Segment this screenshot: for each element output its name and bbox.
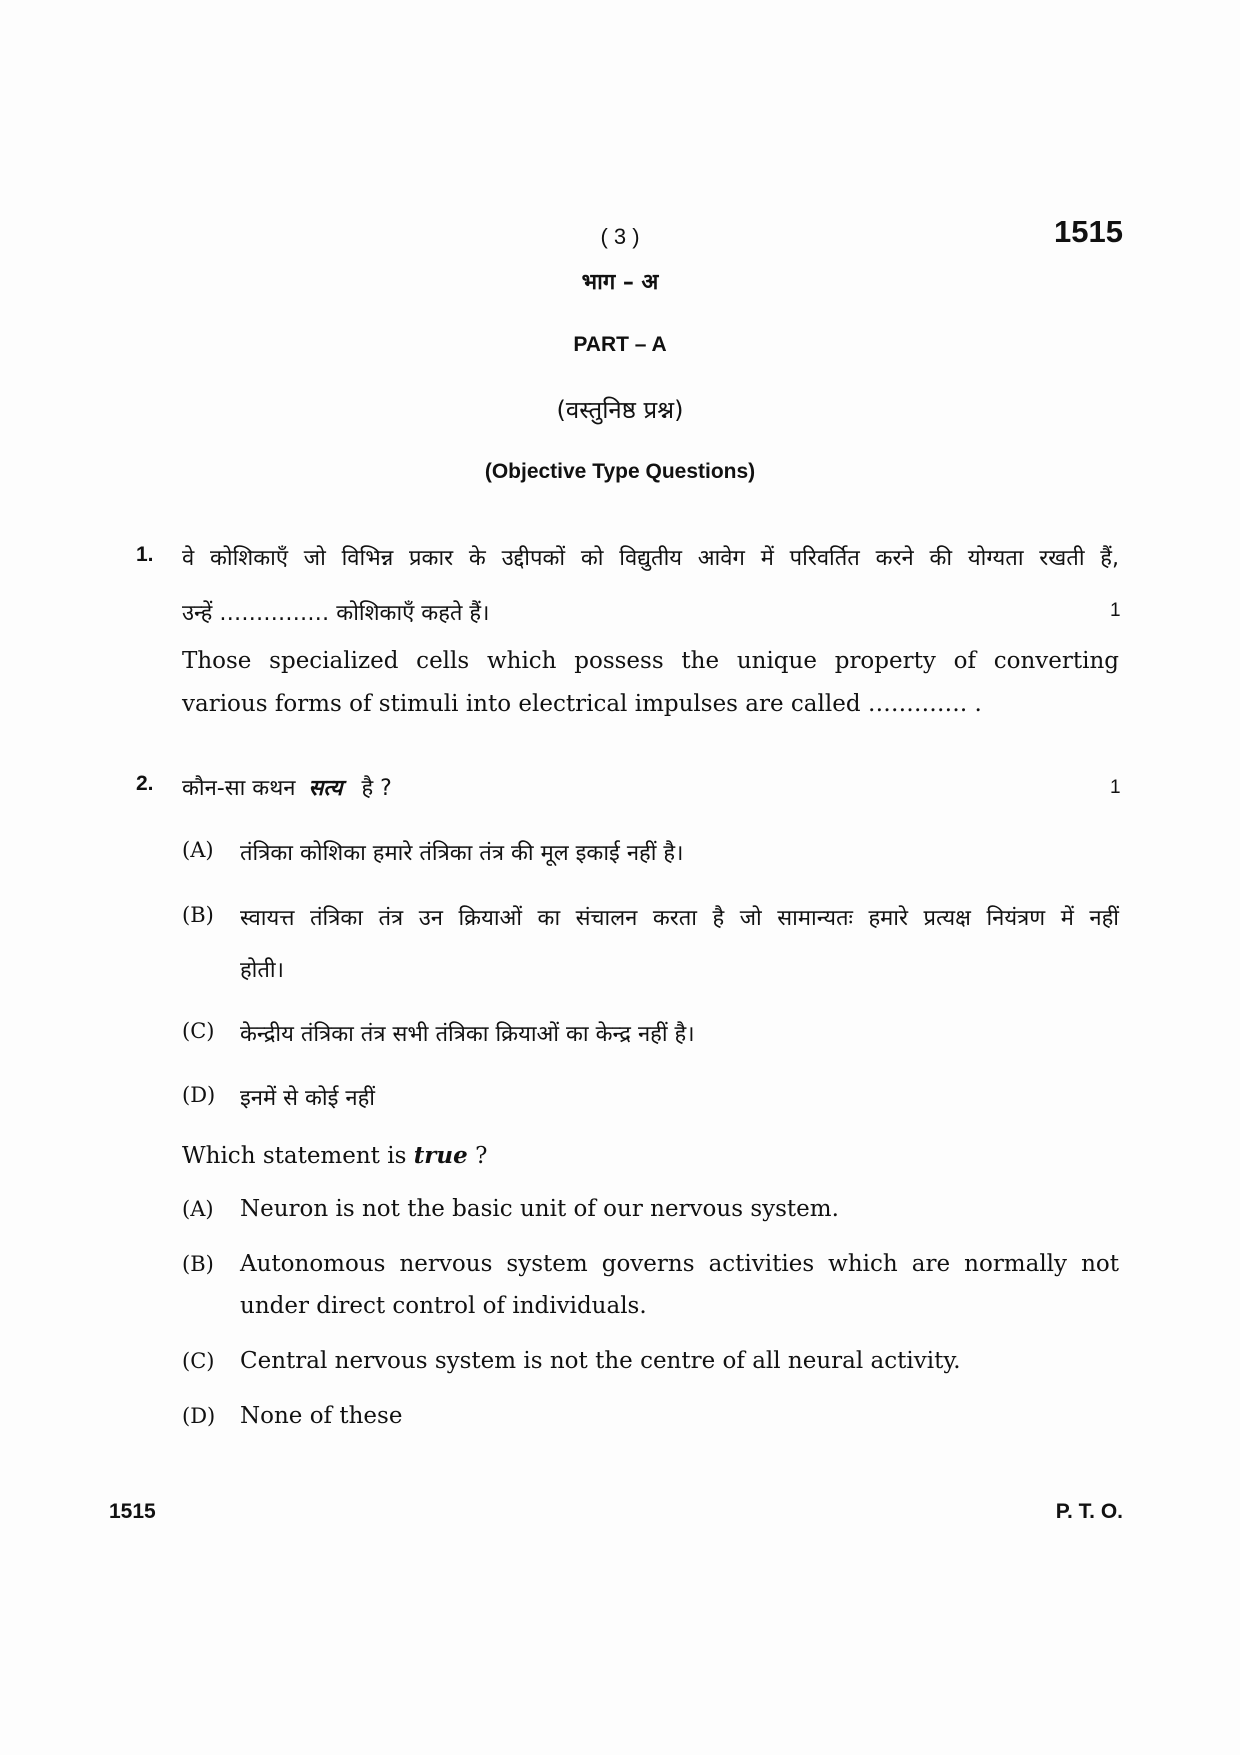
option-label: (D) [182,1404,216,1428]
stem-text: Which statement is [182,1143,407,1169]
option-label: (A) [182,1197,214,1221]
question-stem-english [182,1142,487,1169]
option-text-english: Autonomous nervous system governs activities which are normally not [240,1251,1119,1277]
question-text-english: various forms of stimuli into electrical impulses are called …………. . [182,691,982,717]
section-title-english: PART – A [573,333,667,356]
option-label: (C) [182,1019,215,1043]
question-number: 2. [136,772,154,795]
question-text-hindi: वे कोशिकाएँ जो विभिन्न प्रकार के उद्दीपकों को विद्युतीय आवेग में परिवर्तित करने की योग्यता रखती हैं, [182,546,1119,571]
question-text-english: Those specialized cells which possess the unique property of converting [182,648,1119,674]
option-label: (C) [182,1349,215,1373]
option-text-english: Neuron is not the basic unit of our nervous system. [240,1196,839,1222]
stem-text: ? [475,1143,488,1169]
question-text-hindi: उन्हें …………… कोशिकाएँ कहते हैं। [182,601,490,626]
stem-text: कौन-सा कथन [182,776,296,801]
page-number: ( 3 ) [600,224,640,249]
stem-emphasis: true [413,1142,468,1169]
option-text-english: None of these [240,1403,403,1429]
option-text-hindi: तंत्रिका कोशिका हमारे तंत्रिका तंत्र की मूल इकाई नहीं है। [240,841,684,866]
option-label: (A) [182,838,214,862]
option-text-english: Central nervous system is not the centre of all neural activity. [240,1348,961,1374]
option-text-english: under direct control of individuals. [240,1293,647,1319]
option-text-hindi: स्वायत्त तंत्रिका तंत्र उन क्रियाओं का संचालन करता है जो सामान्यतः हमारे प्रत्यक्ष नियंत्रण में नहीं [240,906,1119,931]
question-stem-hindi [182,772,392,802]
option-label: (B) [182,903,214,927]
paper-code-header: 1515 [1054,214,1123,249]
question-marks: 1 [1110,777,1121,798]
option-label: (D) [182,1083,216,1107]
option-text-hindi: होती। [240,958,284,983]
option-text-hindi: इनमें से कोई नहीं [240,1086,376,1111]
option-label: (B) [182,1252,214,1276]
option-text-hindi: केन्द्रीय तंत्रिका तंत्र सभी तंत्रिका क्रियाओं का केन्द्र नहीं है। [240,1022,695,1047]
please-turn-over: P. T. O. [1055,1500,1123,1523]
stem-emphasis: सत्य [308,776,343,801]
paper-code-footer: 1515 [109,1500,156,1523]
section-subtitle-hindi: (वस्तुनिष्ठ प्रश्न) [556,396,684,424]
question-number: 1. [136,543,154,566]
section-title-hindi: भाग – अ [581,270,659,295]
section-subtitle-english: (Objective Type Questions) [484,460,756,483]
stem-text: है ? [361,776,392,801]
question-marks: 1 [1110,600,1121,621]
